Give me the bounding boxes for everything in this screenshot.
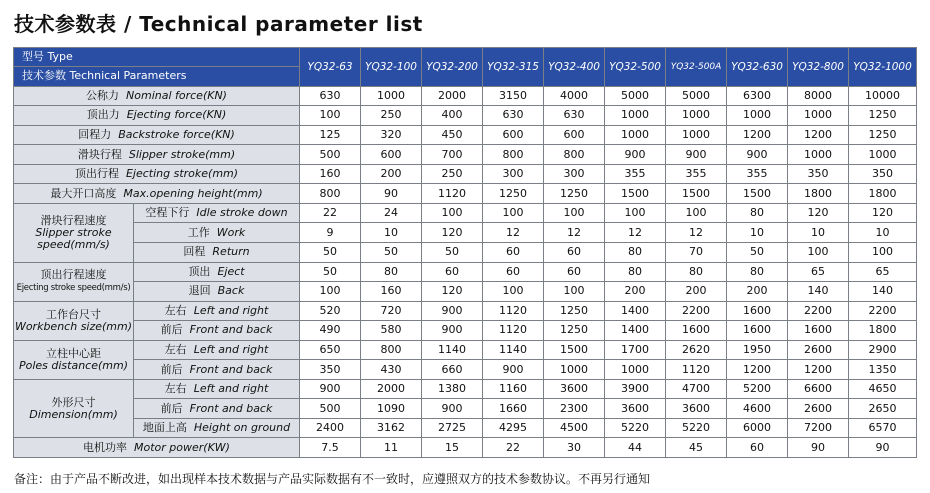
value-cell: 900	[727, 145, 788, 165]
value-cell: 4650	[849, 379, 917, 399]
value-cell: 2600	[788, 399, 849, 419]
label-cn: 空程下行	[145, 206, 190, 220]
value-cell: 900	[666, 145, 727, 165]
group-label-en: Poles distance(mm)	[18, 358, 129, 372]
group-label	[14, 301, 134, 340]
value-cell: 5200	[727, 379, 788, 399]
value-cell: 22	[483, 438, 544, 458]
value-cell: 120	[849, 203, 917, 223]
technical-parameter-table	[13, 47, 917, 458]
model-header: YQ32-63	[300, 48, 361, 87]
table-row	[14, 360, 917, 380]
sub-row-label	[134, 321, 300, 341]
row-label	[14, 106, 300, 126]
value-cell: 44	[605, 438, 666, 458]
value-cell: 500	[300, 145, 361, 165]
value-cell: 3600	[666, 399, 727, 419]
value-cell: 800	[361, 340, 422, 360]
label-cn: 最大开口高度	[50, 186, 117, 200]
table-row	[14, 399, 917, 419]
value-cell: 490	[300, 321, 361, 341]
value-cell: 4000	[544, 86, 605, 106]
table-row	[14, 184, 917, 204]
value-cell: 1380	[422, 379, 483, 399]
model-header: YQ32-400	[544, 48, 605, 87]
value-cell: 100	[666, 203, 727, 223]
group-label-cn: 立柱中心距	[46, 346, 101, 360]
label-en: Height on ground	[193, 421, 291, 435]
model-header: YQ32-500A	[666, 48, 727, 87]
value-cell: 1000	[666, 125, 727, 145]
value-cell: 12	[544, 223, 605, 243]
value-cell: 80	[361, 262, 422, 282]
value-cell: 1120	[666, 360, 727, 380]
value-cell: 3900	[605, 379, 666, 399]
value-cell: 80	[666, 262, 727, 282]
row-label	[14, 86, 300, 106]
value-cell: 7.5	[300, 438, 361, 458]
value-cell: 200	[361, 164, 422, 184]
value-cell: 355	[727, 164, 788, 184]
value-cell: 90	[361, 184, 422, 204]
value-cell: 900	[605, 145, 666, 165]
group-label-cn: 工作台尺寸	[46, 307, 101, 321]
value-cell: 120	[422, 223, 483, 243]
table-row	[14, 164, 917, 184]
value-cell: 2725	[422, 418, 483, 438]
value-cell: 4600	[727, 399, 788, 419]
label-cn: 左右	[164, 342, 187, 356]
value-cell: 1200	[788, 360, 849, 380]
value-cell: 11	[361, 438, 422, 458]
value-cell: 1250	[849, 106, 917, 126]
value-cell: 900	[300, 379, 361, 399]
label-en: Front and back	[189, 401, 273, 415]
value-cell: 1350	[849, 360, 917, 380]
value-cell: 900	[422, 399, 483, 419]
label-en: Eject	[217, 264, 245, 278]
group-label	[14, 340, 134, 379]
value-cell: 5220	[666, 418, 727, 438]
value-cell: 1140	[483, 340, 544, 360]
value-cell: 80	[727, 203, 788, 223]
value-cell: 6600	[788, 379, 849, 399]
value-cell: 500	[300, 399, 361, 419]
row-label	[14, 164, 300, 184]
value-cell: 200	[727, 282, 788, 302]
value-cell: 450	[422, 125, 483, 145]
table-row	[14, 379, 917, 399]
label-cn: 顶出力	[86, 108, 120, 122]
group-label	[14, 262, 134, 301]
table-row	[14, 106, 917, 126]
value-cell: 100	[483, 203, 544, 223]
value-cell: 2200	[849, 301, 917, 321]
value-cell: 120	[788, 203, 849, 223]
value-cell: 250	[361, 106, 422, 126]
value-cell: 2900	[849, 340, 917, 360]
value-cell: 90	[849, 438, 917, 458]
value-cell: 1500	[605, 184, 666, 204]
value-cell: 30	[544, 438, 605, 458]
sub-row-label	[134, 223, 300, 243]
row-label	[14, 184, 300, 204]
value-cell: 160	[300, 164, 361, 184]
value-cell: 1800	[849, 184, 917, 204]
value-cell: 60	[544, 262, 605, 282]
value-cell: 10	[849, 223, 917, 243]
value-cell: 1600	[727, 301, 788, 321]
value-cell: 1600	[788, 321, 849, 341]
footnote: 备注：由于产品不断改进，如出现样本技术数据与产品实际数据有不一致时，应遵照双方的技术参数协议。不再另行通知	[14, 472, 651, 486]
model-header: YQ32-100	[361, 48, 422, 87]
value-cell: 350	[300, 360, 361, 380]
value-cell: 900	[422, 301, 483, 321]
value-cell: 320	[361, 125, 422, 145]
value-cell: 60	[422, 262, 483, 282]
sub-row-label	[134, 360, 300, 380]
value-cell: 100	[422, 203, 483, 223]
value-cell: 1800	[788, 184, 849, 204]
label-en: Ejecting stroke(mm)	[125, 167, 239, 181]
label-en: Motor power(KW)	[134, 440, 230, 454]
value-cell: 1000	[605, 360, 666, 380]
value-cell: 1500	[666, 184, 727, 204]
value-cell: 1600	[727, 321, 788, 341]
value-cell: 1950	[727, 340, 788, 360]
value-cell: 200	[605, 282, 666, 302]
label-en: Slipper stroke(mm)	[128, 147, 236, 161]
value-cell: 7200	[788, 418, 849, 438]
value-cell: 3162	[361, 418, 422, 438]
label-en: Back	[217, 284, 245, 298]
value-cell: 50	[422, 242, 483, 262]
label-en: Backstroke force(KN)	[118, 127, 235, 141]
value-cell: 1600	[666, 321, 727, 341]
value-cell: 2000	[361, 379, 422, 399]
table-row	[14, 145, 917, 165]
value-cell: 140	[788, 282, 849, 302]
value-cell: 2000	[422, 86, 483, 106]
value-cell: 630	[544, 106, 605, 126]
value-cell: 3600	[605, 399, 666, 419]
value-cell: 1000	[605, 125, 666, 145]
value-cell: 300	[483, 164, 544, 184]
label-cn: 前后	[160, 362, 183, 376]
value-cell: 8000	[788, 86, 849, 106]
value-cell: 10	[727, 223, 788, 243]
sub-row-label	[134, 301, 300, 321]
table-row	[14, 86, 917, 106]
value-cell: 1000	[788, 145, 849, 165]
value-cell: 100	[300, 106, 361, 126]
value-cell: 355	[605, 164, 666, 184]
value-cell: 22	[300, 203, 361, 223]
value-cell: 4700	[666, 379, 727, 399]
value-cell: 600	[361, 145, 422, 165]
value-cell: 250	[422, 164, 483, 184]
group-label-en: Ejecting stroke speed(mm/s)	[16, 283, 131, 294]
value-cell: 430	[361, 360, 422, 380]
model-header: YQ32-1000	[849, 48, 917, 87]
group-label-en: Workbench size(mm)	[14, 319, 133, 333]
label-cn: 工作	[187, 225, 210, 239]
params-label: 技术参数 Technical Parameters	[14, 67, 300, 86]
value-cell: 1000	[544, 360, 605, 380]
value-cell: 800	[483, 145, 544, 165]
value-cell: 350	[849, 164, 917, 184]
value-cell: 650	[300, 340, 361, 360]
label-cn: 左右	[164, 382, 187, 396]
value-cell: 1000	[727, 106, 788, 126]
value-cell: 2600	[788, 340, 849, 360]
value-cell: 2650	[849, 399, 917, 419]
label-en: Front and back	[189, 362, 273, 376]
value-cell: 1000	[666, 106, 727, 126]
value-cell: 15	[422, 438, 483, 458]
value-cell: 24	[361, 203, 422, 223]
table-row	[14, 262, 917, 282]
table-row	[14, 340, 917, 360]
model-header: YQ32-630	[727, 48, 788, 87]
value-cell: 1400	[605, 321, 666, 341]
value-cell: 6000	[727, 418, 788, 438]
table-body	[14, 48, 917, 458]
value-cell: 3600	[544, 379, 605, 399]
table-row	[14, 282, 917, 302]
value-cell: 600	[544, 125, 605, 145]
sub-row-label	[134, 242, 300, 262]
value-cell: 1000	[849, 145, 917, 165]
value-cell: 1200	[727, 360, 788, 380]
table-row	[14, 438, 917, 458]
label-en: Left and right	[193, 382, 269, 396]
value-cell: 1500	[544, 340, 605, 360]
value-cell: 2200	[788, 301, 849, 321]
label-cn: 滑块行程	[77, 147, 122, 161]
value-cell: 65	[849, 262, 917, 282]
table-row	[14, 223, 917, 243]
sub-row-label	[134, 418, 300, 438]
sub-row-label	[134, 340, 300, 360]
value-cell: 120	[422, 282, 483, 302]
value-cell: 520	[300, 301, 361, 321]
label-cn: 退回	[188, 284, 211, 298]
value-cell: 1140	[422, 340, 483, 360]
value-cell: 50	[300, 242, 361, 262]
label-en: Idle stroke down	[196, 206, 288, 220]
table-row	[14, 321, 917, 341]
value-cell: 1660	[483, 399, 544, 419]
value-cell: 900	[483, 360, 544, 380]
value-cell: 5000	[666, 86, 727, 106]
value-cell: 100	[544, 282, 605, 302]
value-cell: 1800	[849, 321, 917, 341]
label-en: Front and back	[189, 323, 273, 337]
value-cell: 100	[849, 242, 917, 262]
value-cell: 50	[361, 242, 422, 262]
label-cn: 前后	[160, 323, 183, 337]
value-cell: 100	[300, 282, 361, 302]
header-row-type	[14, 48, 917, 67]
value-cell: 720	[361, 301, 422, 321]
value-cell: 630	[483, 106, 544, 126]
row-label	[14, 145, 300, 165]
value-cell: 1250	[544, 184, 605, 204]
table-row	[14, 418, 917, 438]
value-cell: 6570	[849, 418, 917, 438]
value-cell: 80	[727, 262, 788, 282]
value-cell: 140	[849, 282, 917, 302]
value-cell: 1090	[361, 399, 422, 419]
value-cell: 1120	[483, 301, 544, 321]
label-cn: 回程	[183, 245, 206, 259]
value-cell: 1120	[483, 321, 544, 341]
label-en: Work	[216, 225, 246, 239]
value-cell: 400	[422, 106, 483, 126]
value-cell: 12	[483, 223, 544, 243]
value-cell: 160	[361, 282, 422, 302]
group-label	[14, 379, 134, 438]
value-cell: 4500	[544, 418, 605, 438]
sub-row-label	[134, 282, 300, 302]
label-cn: 电机功率	[83, 440, 128, 454]
value-cell: 100	[788, 242, 849, 262]
row-label	[14, 125, 300, 145]
value-cell: 70	[666, 242, 727, 262]
value-cell: 800	[300, 184, 361, 204]
label-cn: 前后	[160, 401, 183, 415]
sub-row-label	[134, 399, 300, 419]
value-cell: 800	[544, 145, 605, 165]
table-row	[14, 242, 917, 262]
table-row	[14, 203, 917, 223]
value-cell: 5220	[605, 418, 666, 438]
row-label	[14, 438, 300, 458]
value-cell: 300	[544, 164, 605, 184]
value-cell: 1400	[605, 301, 666, 321]
label-en: Nominal force(KN)	[126, 88, 227, 102]
value-cell: 12	[605, 223, 666, 243]
label-cn: 顶出行程	[74, 167, 119, 181]
value-cell: 12	[666, 223, 727, 243]
value-cell: 2400	[300, 418, 361, 438]
group-label-en: speed(mm/s)	[37, 237, 110, 251]
sub-row-label	[134, 262, 300, 282]
value-cell: 10000	[849, 86, 917, 106]
value-cell: 355	[666, 164, 727, 184]
value-cell: 1120	[422, 184, 483, 204]
value-cell: 1250	[849, 125, 917, 145]
value-cell: 900	[422, 321, 483, 341]
value-cell: 45	[666, 438, 727, 458]
value-cell: 630	[300, 86, 361, 106]
value-cell: 1200	[727, 125, 788, 145]
value-cell: 1250	[483, 184, 544, 204]
value-cell: 60	[483, 262, 544, 282]
value-cell: 100	[605, 203, 666, 223]
value-cell: 6300	[727, 86, 788, 106]
value-cell: 1250	[544, 301, 605, 321]
value-cell: 4295	[483, 418, 544, 438]
label-en: Ejecting force(KN)	[126, 108, 227, 122]
value-cell: 125	[300, 125, 361, 145]
value-cell: 10	[361, 223, 422, 243]
value-cell: 2200	[666, 301, 727, 321]
value-cell: 60	[483, 242, 544, 262]
model-header: YQ32-800	[788, 48, 849, 87]
label-cn: 公称力	[86, 88, 120, 102]
value-cell: 1500	[727, 184, 788, 204]
label-en: Return	[212, 245, 250, 259]
value-cell: 100	[544, 203, 605, 223]
value-cell: 1200	[788, 125, 849, 145]
group-label-en: Slipper stroke	[35, 225, 112, 239]
value-cell: 100	[483, 282, 544, 302]
value-cell: 80	[605, 242, 666, 262]
label-en: Max.opening height(mm)	[123, 186, 263, 200]
group-label-en: Dimension(mm)	[29, 407, 118, 421]
value-cell: 50	[300, 262, 361, 282]
sub-row-label	[134, 379, 300, 399]
value-cell: 65	[788, 262, 849, 282]
type-label: 型号 Type	[14, 48, 300, 67]
model-header: YQ32-315	[483, 48, 544, 87]
value-cell: 200	[666, 282, 727, 302]
label-en: Left and right	[193, 342, 269, 356]
value-cell: 600	[483, 125, 544, 145]
label-cn: 回程力	[78, 127, 112, 141]
value-cell: 350	[788, 164, 849, 184]
table-row	[14, 301, 917, 321]
value-cell: 2300	[544, 399, 605, 419]
value-cell: 60	[544, 242, 605, 262]
page-title: 技术参数表 / Technical parameter list	[14, 12, 423, 36]
value-cell: 1160	[483, 379, 544, 399]
group-label	[14, 203, 134, 262]
value-cell: 700	[422, 145, 483, 165]
value-cell: 9	[300, 223, 361, 243]
value-cell: 1250	[544, 321, 605, 341]
value-cell: 90	[788, 438, 849, 458]
value-cell: 1000	[788, 106, 849, 126]
value-cell: 660	[422, 360, 483, 380]
label-cn: 顶出	[188, 264, 211, 278]
value-cell: 10	[788, 223, 849, 243]
label-en: Left and right	[193, 303, 269, 317]
value-cell: 2620	[666, 340, 727, 360]
model-header: YQ32-500	[605, 48, 666, 87]
sub-row-label	[134, 203, 300, 223]
value-cell: 1000	[605, 106, 666, 126]
model-header: YQ32-200	[422, 48, 483, 87]
table-row	[14, 125, 917, 145]
value-cell: 3150	[483, 86, 544, 106]
group-label-cn: 外形尺寸	[51, 395, 96, 409]
value-cell: 60	[727, 438, 788, 458]
value-cell: 5000	[605, 86, 666, 106]
label-cn: 左右	[164, 303, 187, 317]
value-cell: 580	[361, 321, 422, 341]
group-label-cn: 滑块行程速度	[40, 213, 107, 227]
value-cell: 80	[605, 262, 666, 282]
value-cell: 50	[727, 242, 788, 262]
group-label-cn: 顶出行程速度	[40, 268, 107, 282]
value-cell: 1000	[361, 86, 422, 106]
value-cell: 1700	[605, 340, 666, 360]
label-cn: 地面上高	[142, 421, 187, 435]
